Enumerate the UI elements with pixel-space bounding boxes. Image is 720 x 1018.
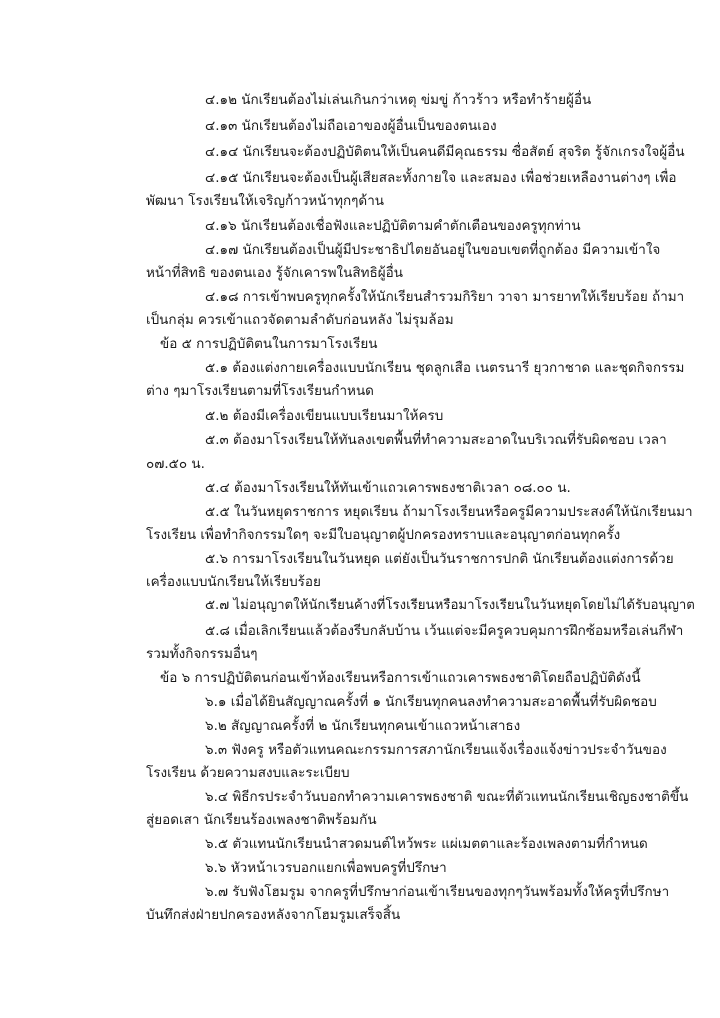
text-line: ๕.๘ เมื่อเลิกเรียนแล้วต้องรีบกลับบ้าน เว้นแต่จะมีครูควบคุมการฝึกซ้อมหรือเล่นกีฬา [205,623,684,639]
text-line: พัฒนา โรงเรียนให้เจริญก้าวหน้าทุกๆด้าน [146,193,385,209]
text-line: ๔.๑๒ นักเรียนต้องไม่เล่นเกินกว่าเหตุ ข่มขู่ ก้าวร้าว หรือทำร้ายผู้อื่น [205,92,592,108]
text-line: เครื่องแบบนักเรียนให้เรียบร้อย [146,574,321,590]
text-line: ๕.๓ ต้องมาโรงเรียนให้ทันลงเขตพื้นที่ทำความสะอาดในบริเวณที่รับผิดชอบ เวลา [205,432,667,448]
text-line: ๕.๑ ต้องแต่งกายเครื่องแบบนักเรียน ชุดลูกเสือ เนตรนารี ยุวกาชาด และชุดกิจกรรม [205,360,685,376]
text-line: ๖.๓ ฟังครู หรือตัวแทนคณะกรรมการสภานักเรียนแจ้งเรื่องแจ้งข่าวประจำวันของ [205,742,667,758]
text-line: ๕.๔ ต้องมาโรงเรียนให้ทันเข้าแถวเคารพธงชาติเวลา ๐๘.๐๐ น. [205,480,571,496]
text-line: ๕.๗ ไม่อนุญาตให้นักเรียนค้างที่โรงเรียนหรือมาโรงเรียนในวันหยุดโดยไม่ได้รับอนุญาต [205,598,695,613]
text-line: สู่ยอดเสา นักเรียนร้องเพลงชาติพร้อมกัน [146,812,377,828]
text-line: เป็นกลุ่ม ควรเข้าแถวจัดตามลำดับก่อนหลัง ไม่รุมล้อม [146,312,454,328]
section-heading: ข้อ ๕ การปฏิบัติตนในการมาโรงเรียน [160,336,378,352]
text-line: ๔.๑๘ การเข้าพบครูทุกครั้งให้นักเรียนสำรวมกิริยา วาจา มารยาทให้เรียบร้อย ถ้ามา [205,289,685,305]
text-line: ๔.๑๖ นักเรียนต้องเชื่อฟังและปฏิบัติตามคำตักเตือนของครูทุกท่าน [205,218,581,234]
text-line: ๖.๒ สัญญาณครั้งที่ ๒ นักเรียนทุกคนเข้าแถวหน้าเสาธง [205,718,521,734]
text-line: ๕.๕ ในวันหยุดราชการ หยุดเรียน ถ้ามาโรงเรียนหรือครูมีความประสงค์ให้นักเรียนมา [205,504,693,520]
text-line: ๔.๑๕ นักเรียนจะต้องเป็นผู้เสียสละทั้งกายใจ และสมอง เพื่อช่วยเหลืองานต่างๆ เพื่อ [205,170,677,186]
text-line: หน้าที่สิทธิ ของตนเอง รู้จักเคารพในสิทธิผู้อื่น [146,265,403,281]
text-line: ๔.๑๔ นักเรียนจะต้องปฏิบัติตนให้เป็นคนดีมีคุณธรรม ซื่อสัตย์ สุจริต รู้จักเกรงใจผู้อื่น [205,144,685,160]
text-line: โรงเรียน ด้วยความสงบและระเบียบ [146,765,350,781]
text-line: ๔.๑๓ นักเรียนต้องไม่ถือเอาของผู้อื่นเป็นของตนเอง [205,118,497,134]
text-line: ๐๗.๕๐ น. [146,456,205,472]
text-line: บันทึกส่งฝ่ายปกครองหลังจากโฮมรูมเสร็จสิ้น [146,907,401,923]
text-line: โรงเรียน เพื่อทำกิจกรรมใดๆ จะมีใบอนุญาตผู้ปกครองทราบและอนุญาตก่อนทุกครั้ง [146,527,621,543]
text-line: รวมทั้งกิจกรรมอื่นๆ [146,646,258,662]
text-line: ๖.๕ ตัวแทนนักเรียนนำสวดมนต์ไหว้พระ แผ่เมตตาและร้องเพลงตามที่กำหนด [205,836,648,852]
text-line: ๔.๑๗ นักเรียนต้องเป็นผู้มีประชาธิปไตยอันอยู่ในขอบเขตที่ถูกต้อง มีความเข้าใจ [205,242,661,258]
text-line: ๕.๖ การมาโรงเรียนในวันหยุด แต่ยังเป็นวันราชการปกติ นักเรียนต้องแต่งการด้วย [205,551,674,567]
text-line: ๕.๒ ต้องมีเครื่องเขียนแบบเรียนมาให้ครบ [205,408,444,424]
text-line: ๖.๔ พิธีกรประจำวันบอกทำความเคารพธงชาติ ขณะที่ตัวแทนนักเรียนเชิญธงชาติขึ้น [205,789,689,805]
text-line: ต่าง ๆมาโรงเรียนตามที่โรงเรียนกำหนด [146,383,374,399]
text-line: ๖.๑ เมื่อได้ยินสัญญาณครั้งที่ ๑ นักเรียนทุกคนลงทำความสะอาดพื้นที่รับผิดชอบ [205,694,657,710]
section-heading: ข้อ ๖ การปฏิบัติตนก่อนเข้าห้องเรียนหรือการเข้าแถวเคารพธงชาติโดยถือปฏิบัติดังนี้ [160,670,641,686]
text-line: ๖.๗ รับฟังโฮมรูม จากครูที่ปรึกษาก่อนเข้าเรียนของทุกๆวันพร้อมทั้งให้ครูที่ปรึกษา [205,884,670,900]
text-line: ๖.๖ หัวหน้าเวรบอกแยกเพื่อพบครูที่ปรึกษา [205,860,447,876]
